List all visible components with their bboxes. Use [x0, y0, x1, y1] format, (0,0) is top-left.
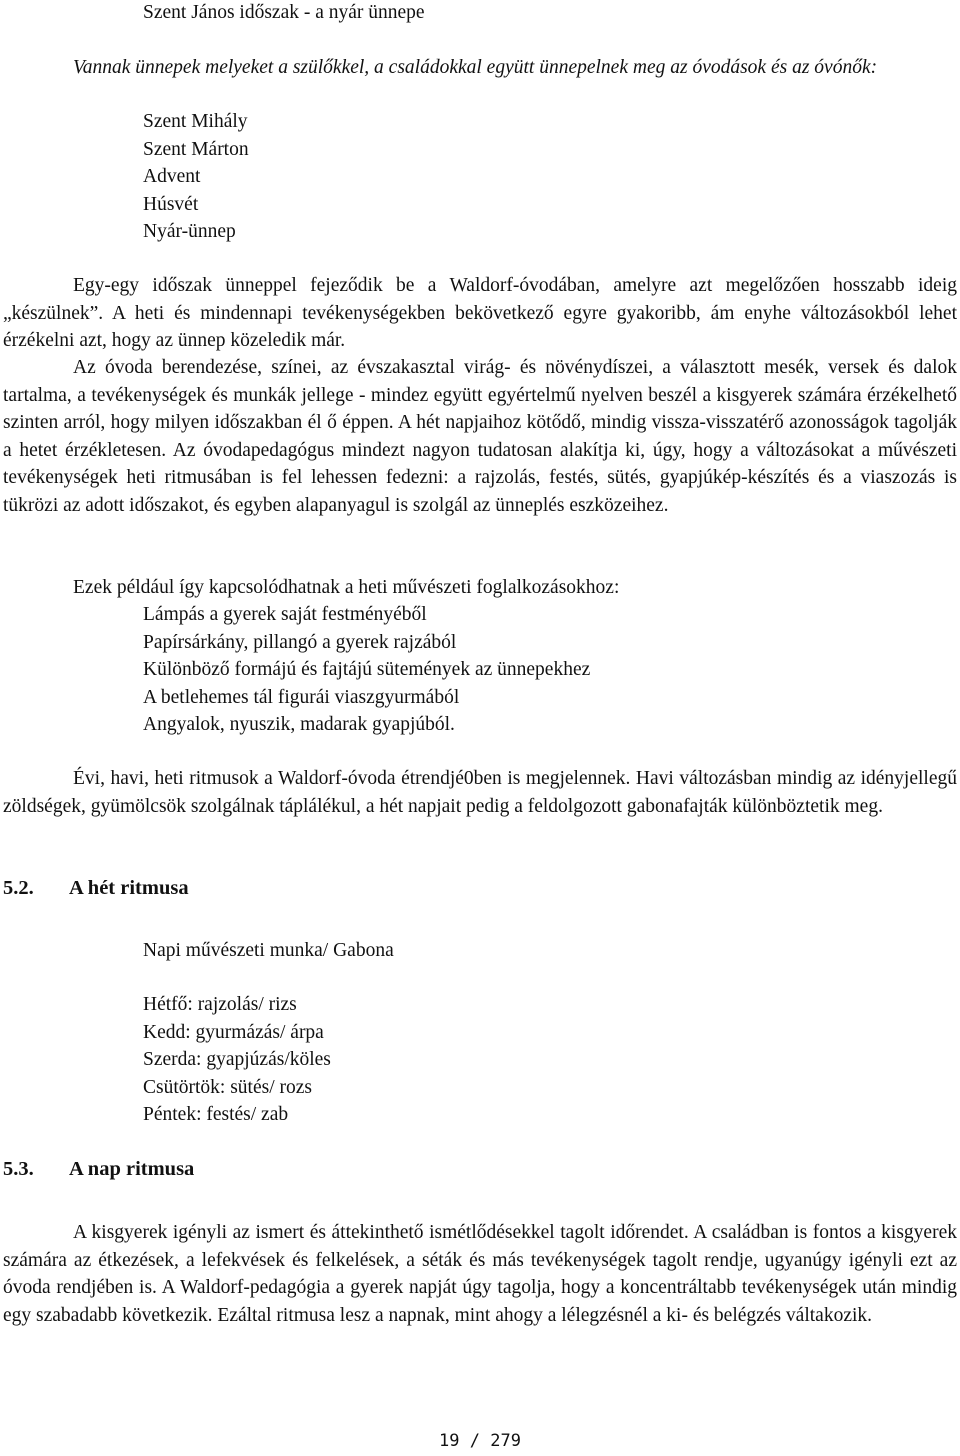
list-item: Hétfő: rajzolás/ rizs — [143, 994, 297, 1015]
list-item: Különböző formájú és fajtájú sütemények az ünnepekhez — [143, 659, 591, 680]
list-item: Szerda: gyapjúzás/köles — [143, 1049, 331, 1070]
list-item: Péntek: festés/ zab — [143, 1104, 289, 1125]
list-item: Lámpás a gyerek saját festményéből — [143, 604, 427, 625]
top-line: Szent János időszak - a nyár ünnepe — [143, 2, 425, 23]
paragraph-2: Az óvoda berendezése, színei, az évszakasztal virág- és növénydíszei, a választott mesék, versek és dalok tartalma, a tevékenységek és munkák jellege - mindez együtt egyértelmű nyelven beszél a kisgyerek számára érzékelhető szinten arról, hogy milyen időszakban él ő éppen. A hét napjaihoz kötődő, mindig vissza-visszatérő azonosságok tagolják a hetet érzékletesen. Az óvodapedagógus mindezt nagyon tudatosan alakítja ki, úgy, hogy a változásokat a művészeti tevékenységek heti ritmusában is fel lehessen fedezni: a rajzolás, festés, sütés, gyapjúkép-készítés és a viaszozás is tükrözi az adott időszakot, és egyben alapanyagul is szolgál az ünneplés eszközeihez. — [3, 357, 957, 516]
list-item: Szent Márton — [143, 138, 249, 160]
paragraph-4: A kisgyerek igényli az ismert és áttekinthető ismétlődésekkel tagolt időrendet. A családban is fontos a kisgyerek számára az étkezések, a lefekvések és felkelések, a séták és más tevékenységek tagolt rendje, ugyanúgy igényli ezt az óvoda rendjében is. A Waldorf-pedagógia a gyerek napját úgy tagolja, hogy a koncentráltabb tevékenységek után mindig egy szabadabb következik. Ezáltal ritmusa lesz a napnak, mint ahogy a lélegzésnél a ki- és belégzés váltakozik. — [3, 1222, 957, 1326]
section-heading-5-2 — [3, 875, 189, 903]
list-item: Nyár-ünnep — [143, 221, 236, 242]
celebration-list — [143, 108, 249, 246]
list-item: Advent — [143, 166, 201, 187]
celebration-intro: Vannak ünnepek melyeket a szülőkkel, a családokkal együtt ünnepelnek meg az óvodások és az óvónők: — [73, 57, 878, 78]
list-item: Csütörtök: sütés/ rozs — [143, 1076, 312, 1098]
list-item: Húsvét — [143, 193, 199, 215]
section-heading-5-3 — [3, 1156, 194, 1184]
week-days-list — [143, 991, 331, 1129]
section-number: 5.2. — [3, 877, 34, 899]
paragraph-1: Egy-egy időszak ünneppel fejeződik be a Waldorf-óvodában, amelyre azt megelőzően hosszabb ideig „készülnek”. A heti és mindennapi tevékenységekben bekövetkező egyre gyakoribb, ám enyhe változásokból lehet érzékelni azt, hogy az ünnep közeledik már. — [3, 275, 957, 351]
paragraph-3: Évi, havi, heti ritmusok a Waldorf-óvoda étrendjé0ben is megjelennek. Havi változásban mindig az idényjellegű zöldségek, gyümölcsök szolgálnak táplálékul, a hét napjait pedig a feldolgozott gabonafajták különböztetik meg. — [3, 768, 957, 817]
list-item: Angyalok, nyuszik, madarak gyapjúból. — [143, 714, 455, 735]
page-number: 19 / 279 — [439, 1431, 521, 1451]
section-number: 5.3. — [3, 1158, 34, 1180]
section-title: A hét ritmusa — [69, 877, 189, 899]
list-item: A betlehemes tál figurái viaszgyurmából — [143, 686, 460, 708]
list-item: Szent Mihály — [143, 111, 248, 132]
list-item: Kedd: gyurmázás/ árpa — [143, 1021, 324, 1043]
week-header: Napi művészeti munka/ Gabona — [143, 940, 394, 961]
section-title: A nap ritmusa — [69, 1158, 195, 1180]
list-item: Papírsárkány, pillangó a gyerek rajzából — [143, 631, 457, 653]
art-list — [143, 601, 590, 739]
art-intro: Ezek például így kapcsolódhatnak a heti művészeti foglalkozásokhoz: — [73, 577, 620, 598]
